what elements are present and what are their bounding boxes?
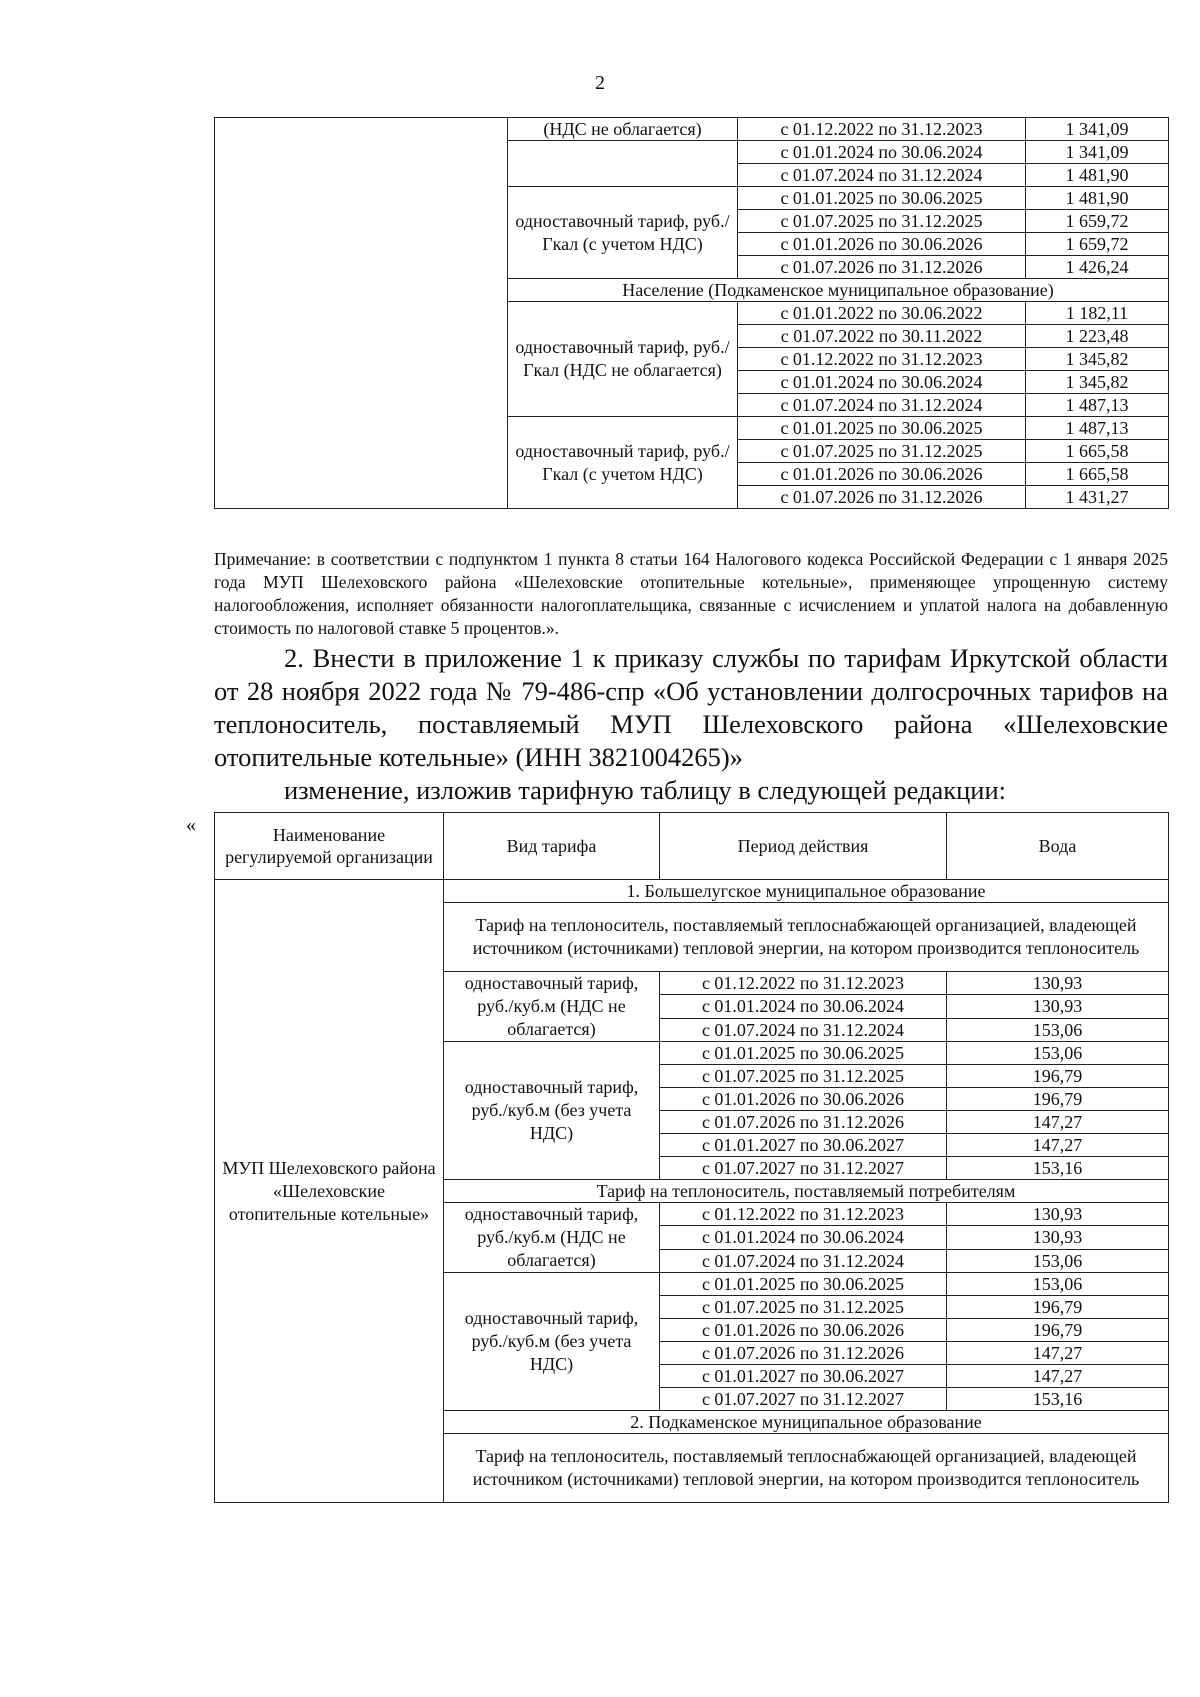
header-water: Вода (947, 813, 1169, 880)
value-cell: 130,93 (947, 1226, 1169, 1249)
header-period: Период действия (660, 813, 947, 880)
table-row (215, 880, 1169, 903)
paragraph-last-line: изменение, изложив тарифную таблицу в следующей редакции: (284, 775, 1007, 805)
value-cell: 153,16 (947, 1388, 1169, 1411)
section-header: Население (Подкаменское муниципальное образование) (508, 279, 1169, 302)
period-cell: с 01.07.2024 по 31.12.2024 (738, 164, 1026, 187)
org-name: МУП Шелеховского района «Шелеховские отопительные котельные» (215, 880, 444, 1503)
period-cell: с 01.07.2025 по 31.12.2025 (738, 440, 1026, 463)
subsection-header: Тариф на теплоноситель, поставляемый теплоснабжающей организацией, владеющей источником (источниками) тепловой энергии, на котором производится теплоноситель (444, 1434, 1169, 1503)
period-cell: с 01.01.2025 по 30.06.2025 (660, 1042, 947, 1065)
value-cell: 130,93 (947, 1203, 1169, 1226)
period-cell: с 01.12.2022 по 31.12.2023 (738, 348, 1026, 371)
period-cell: с 01.07.2024 по 31.12.2024 (660, 1018, 947, 1041)
value-cell: 1 659,72 (1026, 210, 1169, 233)
blank-org-cell (215, 118, 508, 509)
header-org: Наименование регулируемой организации (215, 813, 444, 880)
period-cell: с 01.01.2024 по 30.06.2024 (738, 371, 1026, 394)
period-cell: с 01.01.2025 по 30.06.2025 (738, 187, 1026, 210)
table-header-row (215, 813, 1169, 880)
section-header: 2. Подкаменское муниципальное образование (444, 1411, 1169, 1434)
body-paragraph (214, 642, 1168, 807)
table-row (215, 118, 1169, 141)
value-cell: 153,06 (947, 1042, 1169, 1065)
period-cell: с 01.01.2024 по 30.06.2024 (738, 141, 1026, 164)
period-cell: с 01.12.2022 по 31.12.2023 (738, 118, 1026, 141)
value-cell: 196,79 (947, 1319, 1169, 1342)
tariff-label: одноставочный тариф, руб./куб.м (без учета НДС) (444, 1273, 660, 1411)
period-cell: с 01.07.2022 по 30.11.2022 (738, 325, 1026, 348)
period-cell: с 01.07.2026 по 31.12.2026 (660, 1342, 947, 1365)
footnote: Примечание: в соответствии с подпунктом 1 пункта 8 статьи 164 Налогового кодекса Российской Федерации с 1 января 2025 года МУП Шелеховского района «Шелеховские отопительные котельные», применяющее упрощенную систему налогообложения, исполняет обязанности налогоплательщика, связанные с исчислением и уплатой налога на добавленную стоимость по налоговой ставке 5 процентов.». (214, 549, 1168, 638)
tariff-table (214, 812, 1169, 1503)
tariff-label: одноставочный тариф, руб./Гкал (с учетом НДС) (508, 187, 738, 279)
value-cell: 1 487,13 (1026, 394, 1169, 417)
tariff-label: одноставочный тариф, руб./Гкал (с учетом НДС) (508, 417, 738, 509)
paragraph-text: 2. Внести в приложение 1 к приказу службы по тарифам Иркутской области от 28 ноября 2022 года № 79-486-спр «Об установлении долгосрочных тарифов на теплоноситель, поставляемый МУП Шелеховского района «Шелеховские отопительные котельные» (ИНН 3821004265)» (214, 643, 1168, 772)
value-cell: 1 431,27 (1026, 486, 1169, 509)
value-cell: 1 341,09 (1026, 141, 1169, 164)
period-cell: с 01.01.2026 по 30.06.2026 (660, 1088, 947, 1111)
period-cell: с 01.01.2025 по 30.06.2025 (660, 1273, 947, 1296)
period-cell: с 01.01.2025 по 30.06.2025 (738, 417, 1026, 440)
period-cell: с 01.07.2027 по 31.12.2027 (660, 1388, 947, 1411)
period-cell: с 01.01.2026 по 30.06.2026 (738, 463, 1026, 486)
value-cell: 1 345,82 (1026, 348, 1169, 371)
period-cell: с 01.07.2025 по 31.12.2025 (660, 1065, 947, 1088)
period-cell: с 01.01.2027 по 30.06.2027 (660, 1365, 947, 1388)
period-cell: с 01.07.2026 по 31.12.2026 (738, 256, 1026, 279)
section-header: 1. Большелугское муниципальное образование (444, 880, 1169, 903)
period-cell: с 01.07.2026 по 31.12.2026 (738, 486, 1026, 509)
subsection-header: Тариф на теплоноситель, поставляемый теплоснабжающей организацией, владеющей источником (источниками) тепловой энергии, на котором производится теплоноситель (444, 903, 1169, 972)
value-cell: 1 223,48 (1026, 325, 1169, 348)
header-tariff: Вид тарифа (444, 813, 660, 880)
period-cell: с 01.01.2026 по 30.06.2026 (738, 233, 1026, 256)
period-cell: с 01.07.2024 по 31.12.2024 (738, 394, 1026, 417)
value-cell: 1 665,58 (1026, 440, 1169, 463)
value-cell: 147,27 (947, 1111, 1169, 1134)
value-cell: 147,27 (947, 1365, 1169, 1388)
page-number: 2 (595, 72, 605, 94)
period-cell: с 01.07.2026 по 31.12.2026 (660, 1111, 947, 1134)
value-cell: 1 481,90 (1026, 164, 1169, 187)
tariff-label: одноставочный тариф, руб./куб.м (НДС не облагается) (444, 972, 660, 1042)
period-cell: с 01.12.2022 по 31.12.2023 (660, 1203, 947, 1226)
period-cell: с 01.01.2026 по 30.06.2026 (660, 1319, 947, 1342)
value-cell: 130,93 (947, 972, 1169, 995)
value-cell: 1 345,82 (1026, 371, 1169, 394)
value-cell: 1 182,11 (1026, 302, 1169, 325)
value-cell: 147,27 (947, 1134, 1169, 1157)
value-cell: 196,79 (947, 1065, 1169, 1088)
period-cell: с 01.12.2022 по 31.12.2023 (660, 972, 947, 995)
value-cell: 153,06 (947, 1273, 1169, 1296)
period-cell: с 01.01.2022 по 30.06.2022 (738, 302, 1026, 325)
period-cell: с 01.07.2025 по 31.12.2025 (738, 210, 1026, 233)
value-cell: 1 665,58 (1026, 463, 1169, 486)
value-cell: 147,27 (947, 1342, 1169, 1365)
tariff-label: одноставочный тариф, руб./Гкал (НДС не облагается) (508, 302, 738, 417)
tariff-label-continued (508, 141, 738, 187)
period-cell: с 01.07.2024 по 31.12.2024 (660, 1249, 947, 1272)
period-cell: с 01.01.2024 по 30.06.2024 (660, 1226, 947, 1249)
value-cell: 196,79 (947, 1296, 1169, 1319)
value-cell: 196,79 (947, 1088, 1169, 1111)
opening-quote: « (186, 814, 196, 836)
value-cell: 153,16 (947, 1157, 1169, 1180)
value-cell: 153,06 (947, 1249, 1169, 1272)
period-cell: с 01.01.2027 по 30.06.2027 (660, 1134, 947, 1157)
period-cell: с 01.07.2027 по 31.12.2027 (660, 1157, 947, 1180)
tariff-table-continued (214, 117, 1169, 509)
value-cell: 1 487,13 (1026, 417, 1169, 440)
value-cell: 153,06 (947, 1018, 1169, 1041)
subsection-header: Тариф на теплоноситель, поставляемый потребителям (444, 1180, 1169, 1203)
period-cell: с 01.07.2025 по 31.12.2025 (660, 1296, 947, 1319)
value-cell: 130,93 (947, 995, 1169, 1018)
value-cell: 1 426,24 (1026, 256, 1169, 279)
tariff-label: одноставочный тариф, руб./куб.м (НДС не облагается) (444, 1203, 660, 1273)
value-cell: 1 481,90 (1026, 187, 1169, 210)
value-cell: 1 341,09 (1026, 118, 1169, 141)
period-cell: с 01.01.2024 по 30.06.2024 (660, 995, 947, 1018)
tariff-label: одноставочный тариф, руб./куб.м (без учета НДС) (444, 1042, 660, 1180)
tariff-label: (НДС не облагается) (508, 118, 738, 141)
value-cell: 1 659,72 (1026, 233, 1169, 256)
